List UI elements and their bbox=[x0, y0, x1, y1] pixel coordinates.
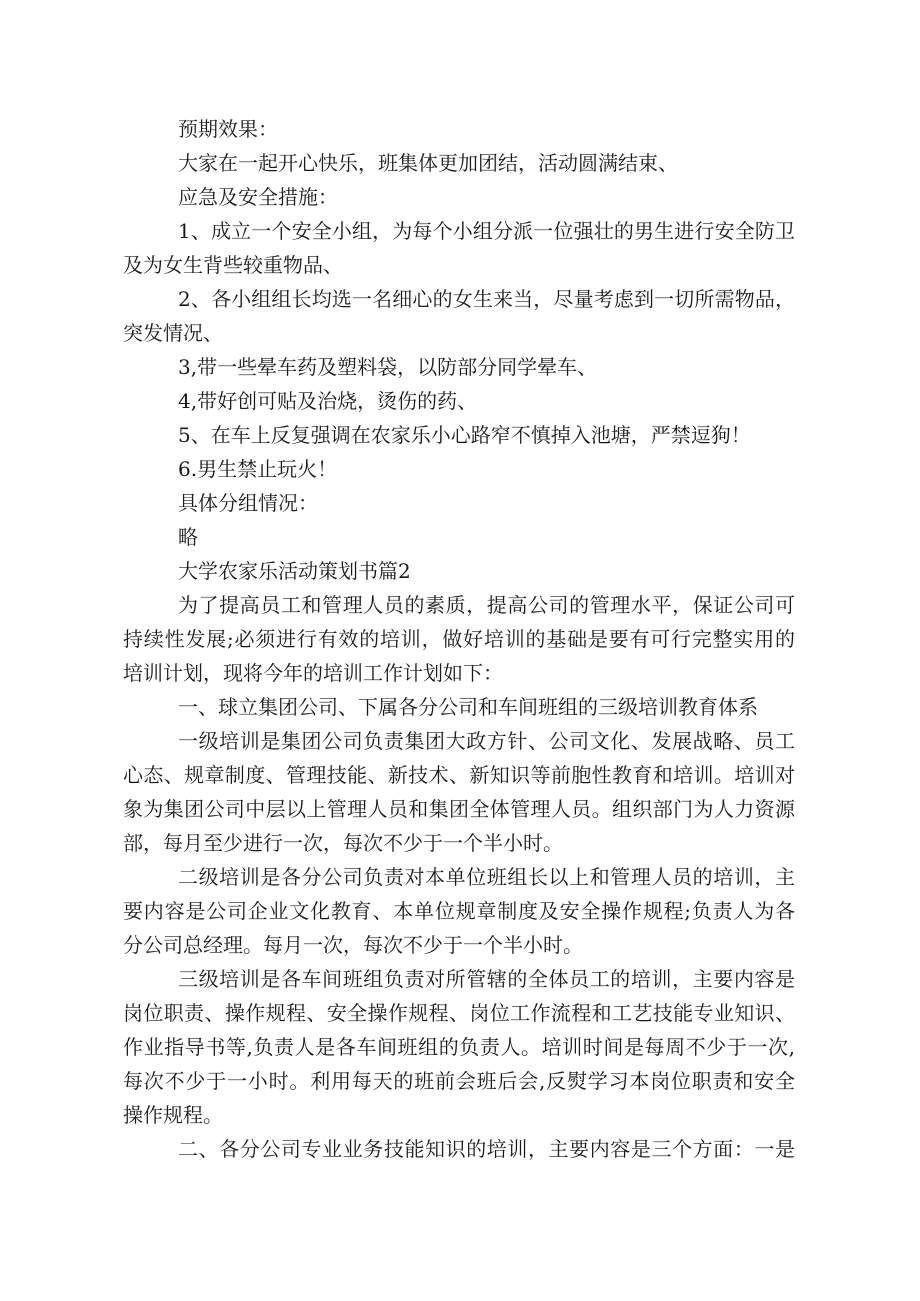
text-line: 操作规程。 bbox=[123, 1103, 223, 1127]
text-line: 要内容是公司企业文化教育、本单位规章制度及安全操作规程;负责人为各 bbox=[123, 899, 795, 923]
text-line: 部，每月至少进行一次，每次不少于一个半小时。 bbox=[123, 831, 563, 855]
text-line: 培训计划，现将今年的培训工作计划如下： bbox=[123, 661, 503, 685]
text-line: 为了提高员工和管理人员的素质，提高公司的管理水平，保证公司可 bbox=[178, 593, 795, 617]
text-line: 大学农家乐活动策划书篇2 bbox=[178, 559, 411, 583]
text-line: 一级培训是集团公司负责集团大政方针、公司文化、发展战略、员工 bbox=[178, 729, 795, 753]
text-line: 3,带一些晕车药及塑料袋，以防部分同学晕车、 bbox=[178, 355, 598, 379]
text-line: 具体分组情况： bbox=[178, 491, 318, 515]
text-line: 每次不少于一小时。利用每天的班前会班后会,反熨学习本岗位职责和安全 bbox=[123, 1069, 795, 1093]
text-line: 三级培训是各车间班组负责对所管辖的全体员工的培训，主要内容是 bbox=[178, 967, 795, 991]
text-line: 分公司总经理。每月一次，每次不少于一个半小时。 bbox=[123, 933, 583, 957]
text-line: 2、各小组组长均选一名细心的女生来当，尽量考虑到一切所需物品， bbox=[178, 287, 795, 311]
text-line: 持续性发展;必须进行有效的培训，做好培训的基础是要有可行完整实用的 bbox=[123, 627, 795, 651]
text-line: 6.男生禁止玩火！ bbox=[178, 457, 338, 481]
text-line: 二级培训是各分公司负责对本单位班组长以上和管理人员的培训，主 bbox=[178, 865, 795, 889]
text-line: 心态、规章制度、管理技能、新技术、新知识等前胞性教育和培训。培训对 bbox=[123, 763, 795, 787]
text-line: 象为集团公司中层以上管理人员和集团全体管理人员。组织部门为人力资源 bbox=[123, 797, 795, 821]
text-line: 应急及安全措施： bbox=[178, 185, 338, 209]
text-line: 预期效果： bbox=[178, 117, 278, 141]
text-line: 大家在一起开心快乐，班集体更加团结，活动圆满结束、 bbox=[178, 151, 678, 175]
text-line: 突发情况、 bbox=[123, 321, 223, 345]
text-line: 1、成立一个安全小组，为每个小组分派一位强壮的男生进行安全防卫 bbox=[178, 219, 795, 243]
text-line: 略 bbox=[178, 525, 198, 549]
text-line: 4,带好创可贴及治烧，烫伤的药、 bbox=[178, 389, 478, 413]
text-line: 岗位职责、操作规程、安全操作规程、岗位工作流程和工艺技能专业知识、 bbox=[123, 1001, 795, 1025]
text-line: 5、在车上反复强调在农家乐小心路窄不慎掉入池塘，严禁逗狗！ bbox=[178, 423, 751, 447]
text-line: 及为女生背些较重物品、 bbox=[123, 253, 343, 277]
text-line: 一、球立集团公司、下属各分公司和车间班组的三级培训教育体系 bbox=[178, 695, 758, 719]
text-line: 作业指导书等,负责人是各车间班组的负责人。培训时间是每周不少于一次, bbox=[123, 1035, 795, 1059]
document-body bbox=[123, 112, 795, 1166]
text-line: 二、各分公司专业业务技能知识的培训，主要内容是三个方面：一是 bbox=[178, 1137, 795, 1161]
